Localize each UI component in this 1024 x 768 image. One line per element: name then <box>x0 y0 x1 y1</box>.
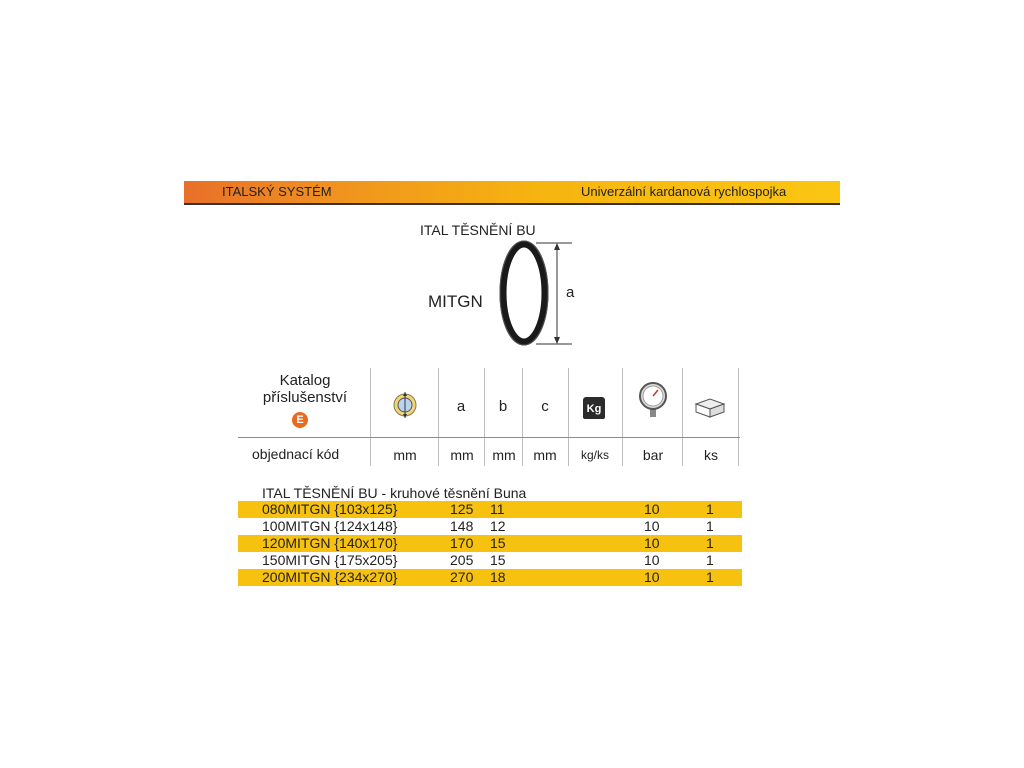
value-b: 11 <box>490 501 505 517</box>
value-bar: 10 <box>644 535 660 551</box>
unit-label: mm <box>492 447 516 463</box>
value-b: 12 <box>490 518 506 534</box>
value-ks: 1 <box>706 501 714 517</box>
value-a: 170 <box>450 535 474 551</box>
unit-label: mm <box>533 447 557 463</box>
value-bar: 10 <box>644 552 660 568</box>
column-divider <box>622 368 623 466</box>
column-divider <box>370 368 371 466</box>
column-divider <box>438 368 439 466</box>
unit-label: ks <box>704 447 718 463</box>
value-ks: 1 <box>706 518 714 534</box>
table-row <box>238 501 742 518</box>
order-code: 120MITGN {140x170} <box>262 535 398 551</box>
section-title: ITAL TĚSNĚNÍ BU - kruhové těsnění Buna <box>262 485 527 501</box>
dimension-label: a <box>566 284 575 301</box>
system-title: ITALSKÝ SYSTÉM <box>222 184 332 199</box>
value-ks: 1 <box>706 535 714 551</box>
order-code: 080MITGN {103x125} <box>262 501 398 517</box>
order-code-label: objednací kód <box>252 446 340 462</box>
catalog-label: Katalog příslušenství <box>262 372 348 406</box>
value-b: 15 <box>490 535 506 551</box>
value-b: 18 <box>490 569 506 585</box>
value-bar: 10 <box>644 518 660 534</box>
column-divider <box>484 368 485 466</box>
unit-label: bar <box>642 447 664 463</box>
catalog-e-badge: E <box>292 412 308 428</box>
column-divider <box>682 368 683 466</box>
value-ks: 1 <box>706 552 714 568</box>
weight-kg-icon: Kg <box>583 397 605 419</box>
unit-label: mm <box>450 447 474 463</box>
column-header-b: b <box>498 398 508 415</box>
value-a: 270 <box>450 569 474 585</box>
value-a: 125 <box>450 501 474 517</box>
pressure-gauge-icon <box>638 382 668 418</box>
unit-label: kg/ks <box>580 448 609 462</box>
product-code: MITGN <box>428 292 483 311</box>
value-bar: 10 <box>644 501 660 517</box>
table-row <box>238 569 742 586</box>
value-bar: 10 <box>644 569 660 585</box>
unit-label: mm <box>393 447 417 463</box>
package-box-icon <box>694 396 726 418</box>
value-ks: 1 <box>706 569 714 585</box>
column-header-a: a <box>456 398 466 415</box>
column-divider <box>568 368 569 466</box>
column-divider <box>738 368 739 466</box>
value-b: 15 <box>490 552 506 568</box>
column-header-c: c <box>541 398 549 415</box>
column-divider <box>522 368 523 466</box>
value-a: 148 <box>450 518 474 534</box>
table-header-divider <box>238 437 740 438</box>
table-row <box>238 535 742 552</box>
order-code: 100MITGN {124x148} <box>262 518 398 534</box>
table-row <box>238 552 742 569</box>
product-category-title: Univerzální kardanová rychlospojka <box>581 184 787 199</box>
pipe-section-icon <box>392 392 418 418</box>
value-a: 205 <box>450 552 474 568</box>
table-row <box>238 518 742 535</box>
product-title: ITAL TĚSNĚNÍ BU <box>420 222 536 238</box>
order-code: 150MITGN {175x205} <box>262 552 398 568</box>
order-code: 200MITGN {234x270} <box>262 569 398 585</box>
